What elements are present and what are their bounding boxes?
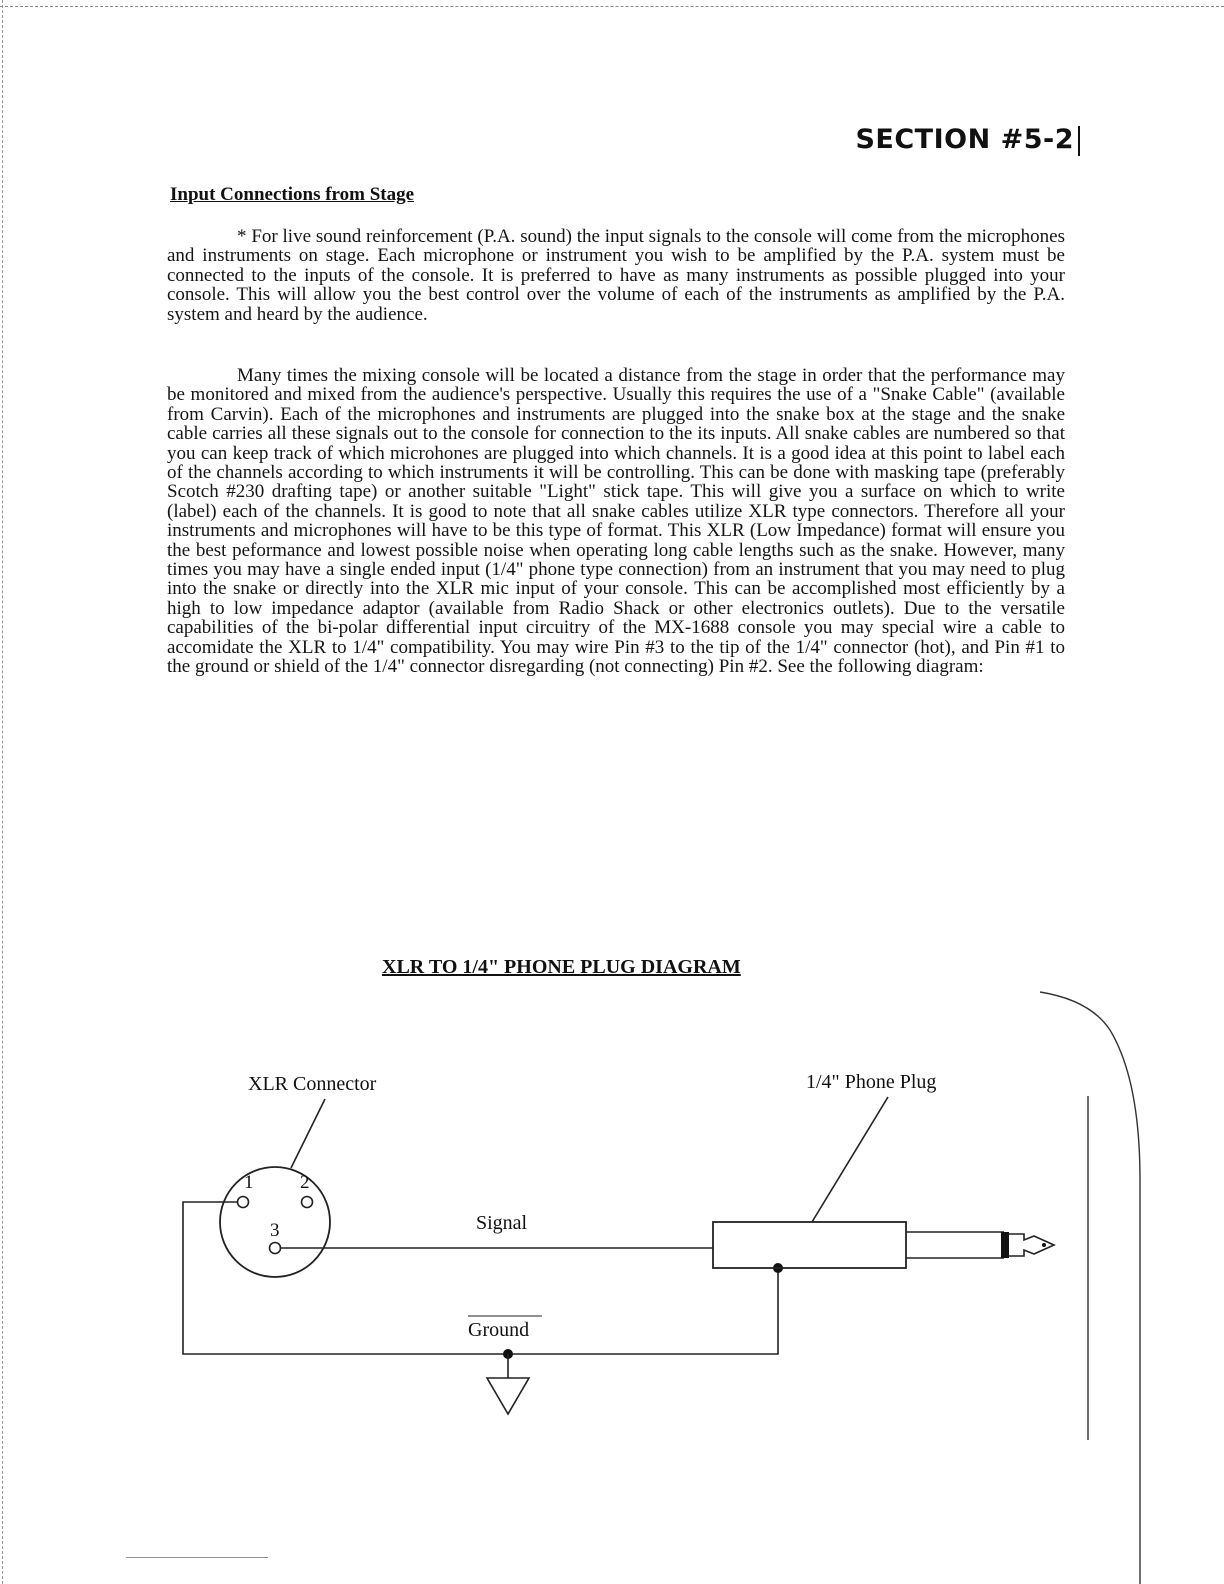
ground-label: Ground xyxy=(468,1319,530,1341)
xlr-pin-2 xyxy=(302,1197,313,1208)
paragraph-snake-cable-text: Many times the mixing console will be located a distance from the stage in order that the performance may be monitored and mixed from the audience's perspective. Usually this requires the use of a "Snake Cable" (available from Carvin). Each of the microphones and instruments are plugged into the snake box at the stage and the snake cable carries all these signals out to the console for connection to the its inputs. All snake cables are numbered so that you can keep track of which microhones are plugged into which channels. It is a good idea at this point to label each of the channels according to which instruments it will be controlling. This can be done with masking tape (preferably Scotch #230 drafting tape) or another suitable "Light" stick tape. This will give you a surface on which to write (label) each of the channels. It is good to note that all snake cables utilize XLR type connectors. Therefore all your instruments and microphones will have to be this type of format. This XLR (Low Impedance) format will ensure you the best peformance and lowest possible noise when operating long cable lengths such as the snake. However, many times you may have a single ended input (1/4" phone type connection) from an instrument that you may need to plug into the snake or directly into the XLR mic input of your console. This can be accomplished most efficiently by a high to low impedance adaptor (available from Radio Shack or other electronics outlets). Due to the versatile capabilities of the bi-polar differential input circuitry of the MX-1688 console you may special wire a cable to accomidate the XLR to 1/4" compatibility. You may wire Pin #3 to the tip of the 1/4" connector (hot), and Pin #1 to the ground or shield of the 1/4" connector disregarding (not connecting) Pin #2. See the following diagram: xyxy=(167,365,1065,678)
signal-label: Signal xyxy=(476,1212,528,1234)
xlr-pin-1 xyxy=(238,1197,249,1208)
pin-3-label: 3 xyxy=(270,1220,280,1241)
pin-2-label: 2 xyxy=(300,1172,310,1193)
ground-symbol xyxy=(487,1378,529,1414)
phone-plug-tip xyxy=(1009,1234,1054,1256)
pin-1-label: 1 xyxy=(244,1172,254,1193)
xlr-pin-3 xyxy=(270,1243,281,1254)
paragraph-live-sound-text: * For live sound reinforcement (P.A. sound) the input signals to the console will come from the microphones and instruments on stage. Each microphone or instrument you wish to be amplified by the P.A. system must be connected to the inputs of the console. It is preferred to have as many instruments as possible plugged into your console. This will allow you the best control over the volume of each of the instruments as amplified by the P.A. system and heard by the audience. xyxy=(167,226,1065,325)
phone-plug-body xyxy=(713,1222,906,1268)
diagram-title: XLR TO 1/4" PHONE PLUG DIAGRAM xyxy=(382,956,741,978)
page-heading: Input Connections from Stage xyxy=(170,184,415,205)
plug-leader-line xyxy=(812,1097,888,1222)
xlr-leader-line xyxy=(291,1099,325,1168)
phone-plug-label: 1/4" Phone Plug xyxy=(806,1071,937,1093)
phone-plug-ring xyxy=(1001,1232,1009,1258)
section-header: SECTION #5-2 xyxy=(855,124,1074,155)
footer-rule xyxy=(126,1557,268,1558)
xlr-connector-label: XLR Connector xyxy=(248,1073,377,1095)
page-curl-edge xyxy=(1040,992,1140,1584)
phone-plug-tip-dot xyxy=(1042,1243,1046,1247)
